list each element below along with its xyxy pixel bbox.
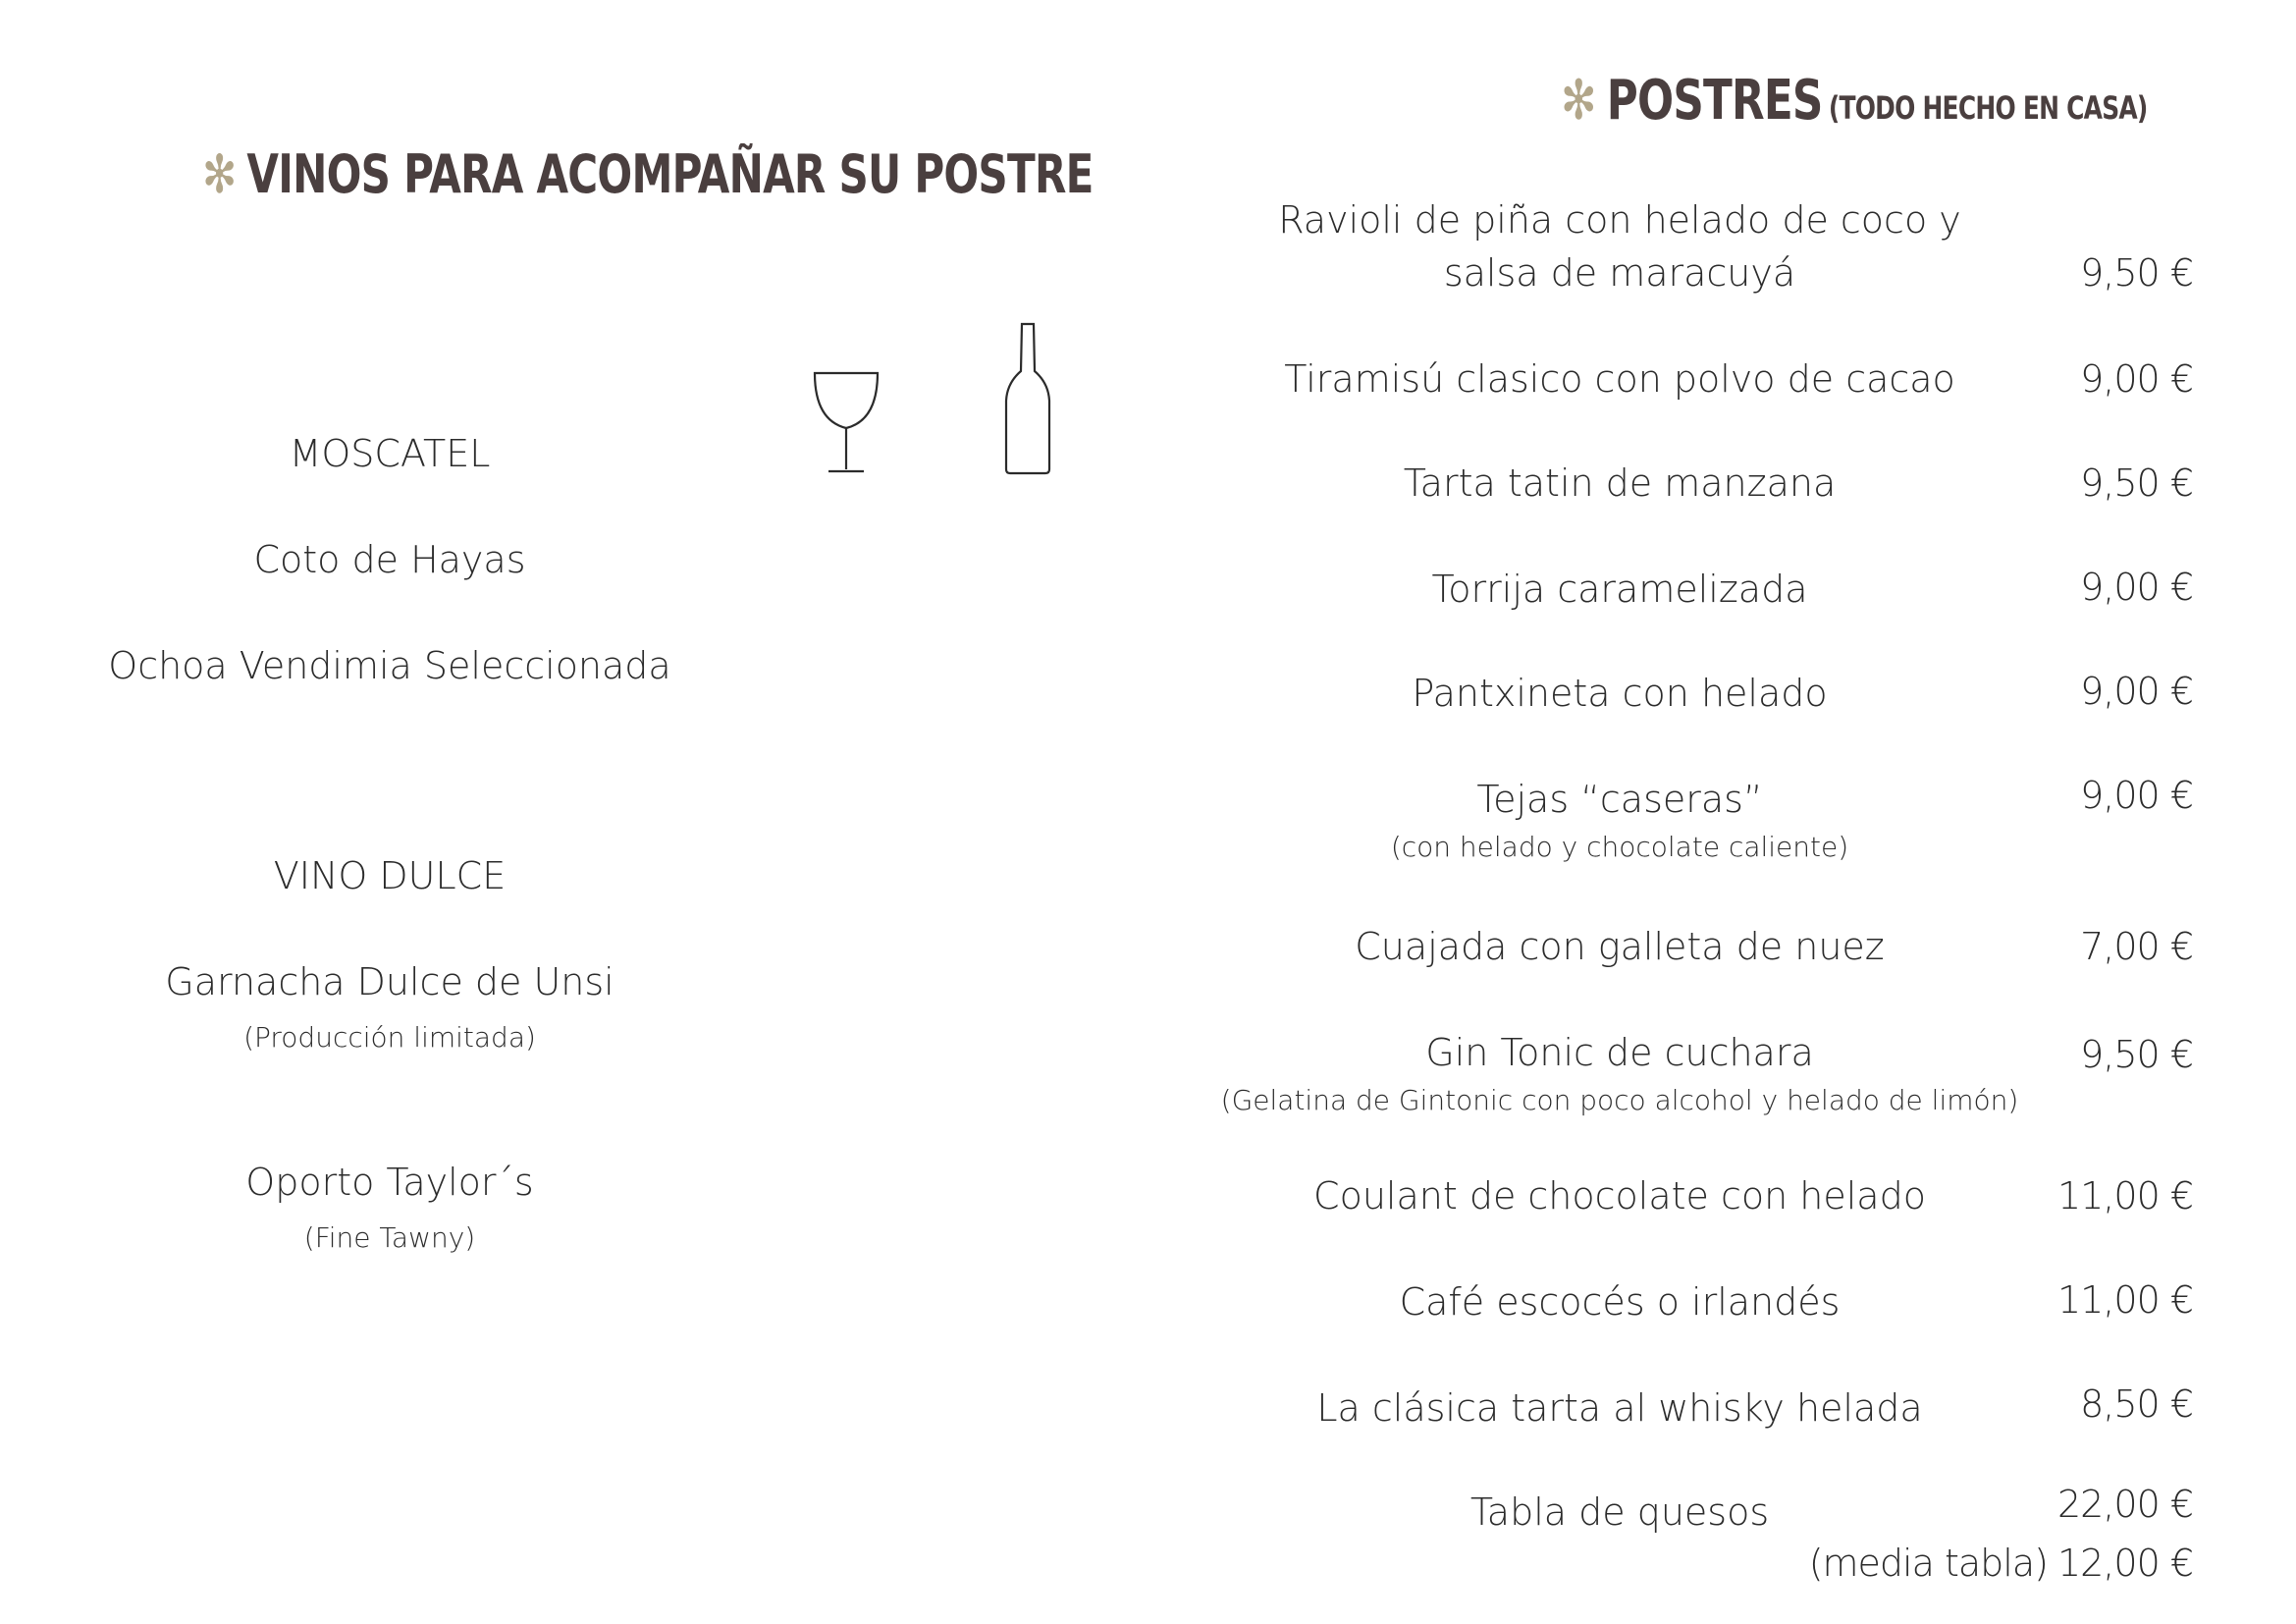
vino-dulce-label: VINO DULCE — [273, 854, 507, 897]
postres-subheading: (TODO HECHO EN CASA) — [1828, 89, 2148, 127]
dessert-name: Torrija caramelizada — [1431, 568, 1808, 611]
wine-item-ochoa: Ochoa Vendimia Seleccionada — [108, 644, 671, 687]
postres-heading: ✻ POSTRES (TODO HECHO EN CASA) — [1561, 69, 2148, 133]
dessert-price: 9,50 € — [2080, 461, 2193, 505]
wine-item-garnacha: Garnacha Dulce de Unsi — [165, 960, 614, 1003]
dessert-name: Tarta tatin de manzana — [1403, 461, 1837, 505]
dessert-price: 9,50 € — [2080, 1033, 2193, 1076]
dessert-name: Pantxineta con helado — [1412, 672, 1828, 715]
dessert-price: 9,50 € — [2080, 251, 2193, 295]
dessert-name: Gin Tonic de cuchara — [1425, 1031, 1814, 1074]
asterisk-icon: ✻ — [1561, 69, 1596, 133]
dessert-note: (con helado y chocolate caliente) — [1390, 831, 1849, 863]
dessert-name-cont: salsa de maracuyá — [1443, 251, 1796, 295]
wine-note-oporto: (Fine Tawny) — [303, 1221, 476, 1254]
dessert-name: Coulant de chocolate con helado — [1313, 1174, 1926, 1218]
dessert-name: Ravioli de piña con helado de coco y — [1278, 198, 1961, 242]
dessert-name: Tabla de quesos — [1469, 1490, 1770, 1534]
dessert-name: Cuajada con galleta de nuez — [1355, 925, 1885, 968]
wine-item-coto-de-hayas: Coto de Hayas — [253, 538, 526, 581]
half-board-label: (media tabla) — [1808, 1542, 2048, 1585]
dessert-name: Café escocés o irlandés — [1399, 1280, 1841, 1324]
dessert-price: 11,00 € — [2056, 1174, 2193, 1218]
dessert-name: Tejas “caseras” — [1476, 778, 1763, 821]
dessert-price: 9,00 € — [2080, 357, 2193, 401]
dessert-price: 8,50 € — [2080, 1382, 2193, 1426]
dessert-price: 22,00 € — [2056, 1483, 2193, 1526]
wine-glass-and-bottle-icon — [805, 322, 1060, 479]
wine-icons — [805, 322, 1060, 483]
dessert-name: Tiramisú clasico con polvo de cacao — [1284, 357, 1955, 401]
wine-note-garnacha: (Producción limitada) — [243, 1021, 536, 1054]
dessert-price: 11,00 € — [2056, 1278, 2193, 1322]
moscatel-label: MOSCATEL — [289, 432, 491, 475]
half-board-price — [1809, 1542, 2193, 1585]
dessert-price: 9,00 € — [2080, 774, 2193, 817]
wines-heading: ✻ VINOS PARA ACOMPAÑAR SU POSTRE — [202, 143, 1094, 205]
wine-item-oporto: Oporto Taylor´s — [245, 1161, 534, 1204]
dessert-price: 7,00 € — [2080, 925, 2193, 968]
dessert-price: 9,00 € — [2080, 566, 2193, 609]
half-board-value: 12,00 € — [2056, 1542, 2193, 1585]
dessert-note: (Gelatina de Gintonic con poco alcohol y helado de limón) — [1220, 1084, 2019, 1116]
dessert-price: 9,00 € — [2080, 670, 2193, 713]
dessert-name: La clásica tarta al whisky helada — [1316, 1386, 1923, 1430]
asterisk-icon: ✻ — [202, 143, 237, 205]
